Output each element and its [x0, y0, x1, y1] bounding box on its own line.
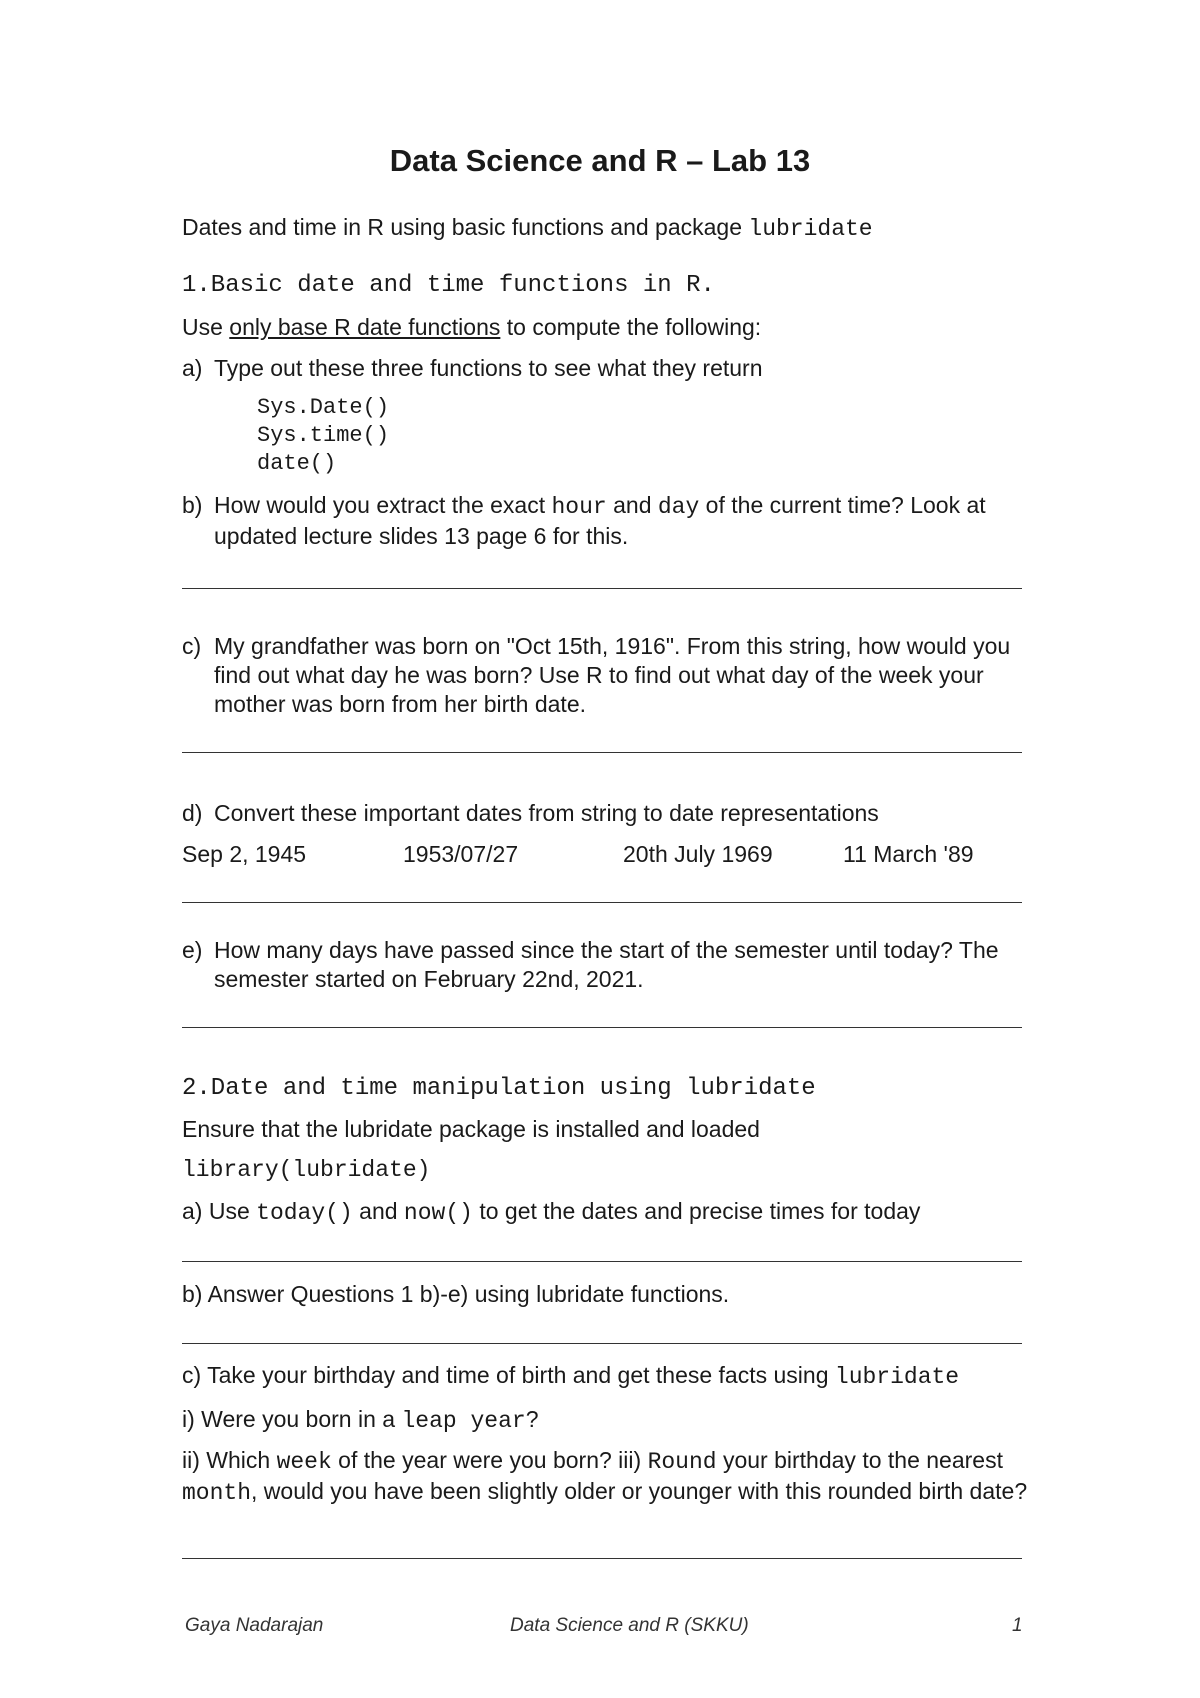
code-line: Sys.Date() [257, 395, 390, 420]
code-line: Sys.time() [257, 423, 390, 448]
code-line: date() [257, 451, 337, 476]
footer-course: Data Science and R (SKKU) [510, 1615, 749, 1636]
date-value: Sep 2, 1945 [182, 841, 307, 867]
question-2c-i: i) Were you born in a leap year? [182, 1406, 539, 1434]
answer-line [182, 752, 1022, 753]
date-value: 11 March '89 [843, 841, 974, 867]
question-2a: a) Use today() and now() to get the dates and precise times for today [182, 1198, 921, 1226]
question-2c: c) Take your birthday and time of birth and get these facts using lubridate [182, 1362, 960, 1390]
answer-line [182, 588, 1022, 589]
question-1c: c) My grandfather was born on "Oct 15th, 1916". From this string, how would you find out what day he was born? Use R to find out what day of the week your mother was born from her birth date. [182, 633, 1011, 717]
page-title: Data Science and R – Lab 13 [389, 143, 811, 178]
question-2b: b) Answer Questions 1 b)-e) using lubridate functions. [182, 1281, 730, 1307]
date-value: 1953/07/27 [403, 841, 519, 867]
answer-line [182, 1343, 1022, 1344]
answer-line [182, 1558, 1022, 1559]
question-1b: b) How would you extract the exact hour and day of the current time? Look at updated lecture slides 13 page 6 for this. [182, 492, 986, 549]
answer-line [182, 1261, 1022, 1262]
section1-instruction: Use only base R date functions to compute the following: [182, 314, 762, 340]
answer-line [182, 1027, 1022, 1028]
question-1d: d) Convert these important dates from string to date representations [182, 800, 879, 826]
section2-ensure: Ensure that the lubridate package is installed and loaded [182, 1116, 760, 1142]
section1-heading: 1.Basic date and time functions in R. [182, 272, 715, 299]
subtitle: Dates and time in R using basic functions and package lubridate [182, 214, 873, 242]
footer-author: Gaya Nadarajan [185, 1615, 324, 1636]
footer-page-number: 1 [1012, 1615, 1023, 1636]
section2-heading: 2.Date and time manipulation using lubridate [182, 1075, 816, 1102]
date-value: 20th July 1969 [623, 841, 773, 867]
answer-line [182, 902, 1022, 903]
question-1e: e) How many days have passed since the start of the semester until today? The semester started on February 22nd, 2021. [182, 937, 999, 992]
question-1a: a) Type out these three functions to see what they return [182, 355, 763, 381]
dates-row [182, 840, 1032, 869]
library-code: library(lubridate) [182, 1157, 431, 1183]
question-2c-ii: ii) Which week of the year were you born? iii) Round your birthday to the nearest month, would you have been slightly older or younger with this rounded birth date? [182, 1447, 1028, 1506]
